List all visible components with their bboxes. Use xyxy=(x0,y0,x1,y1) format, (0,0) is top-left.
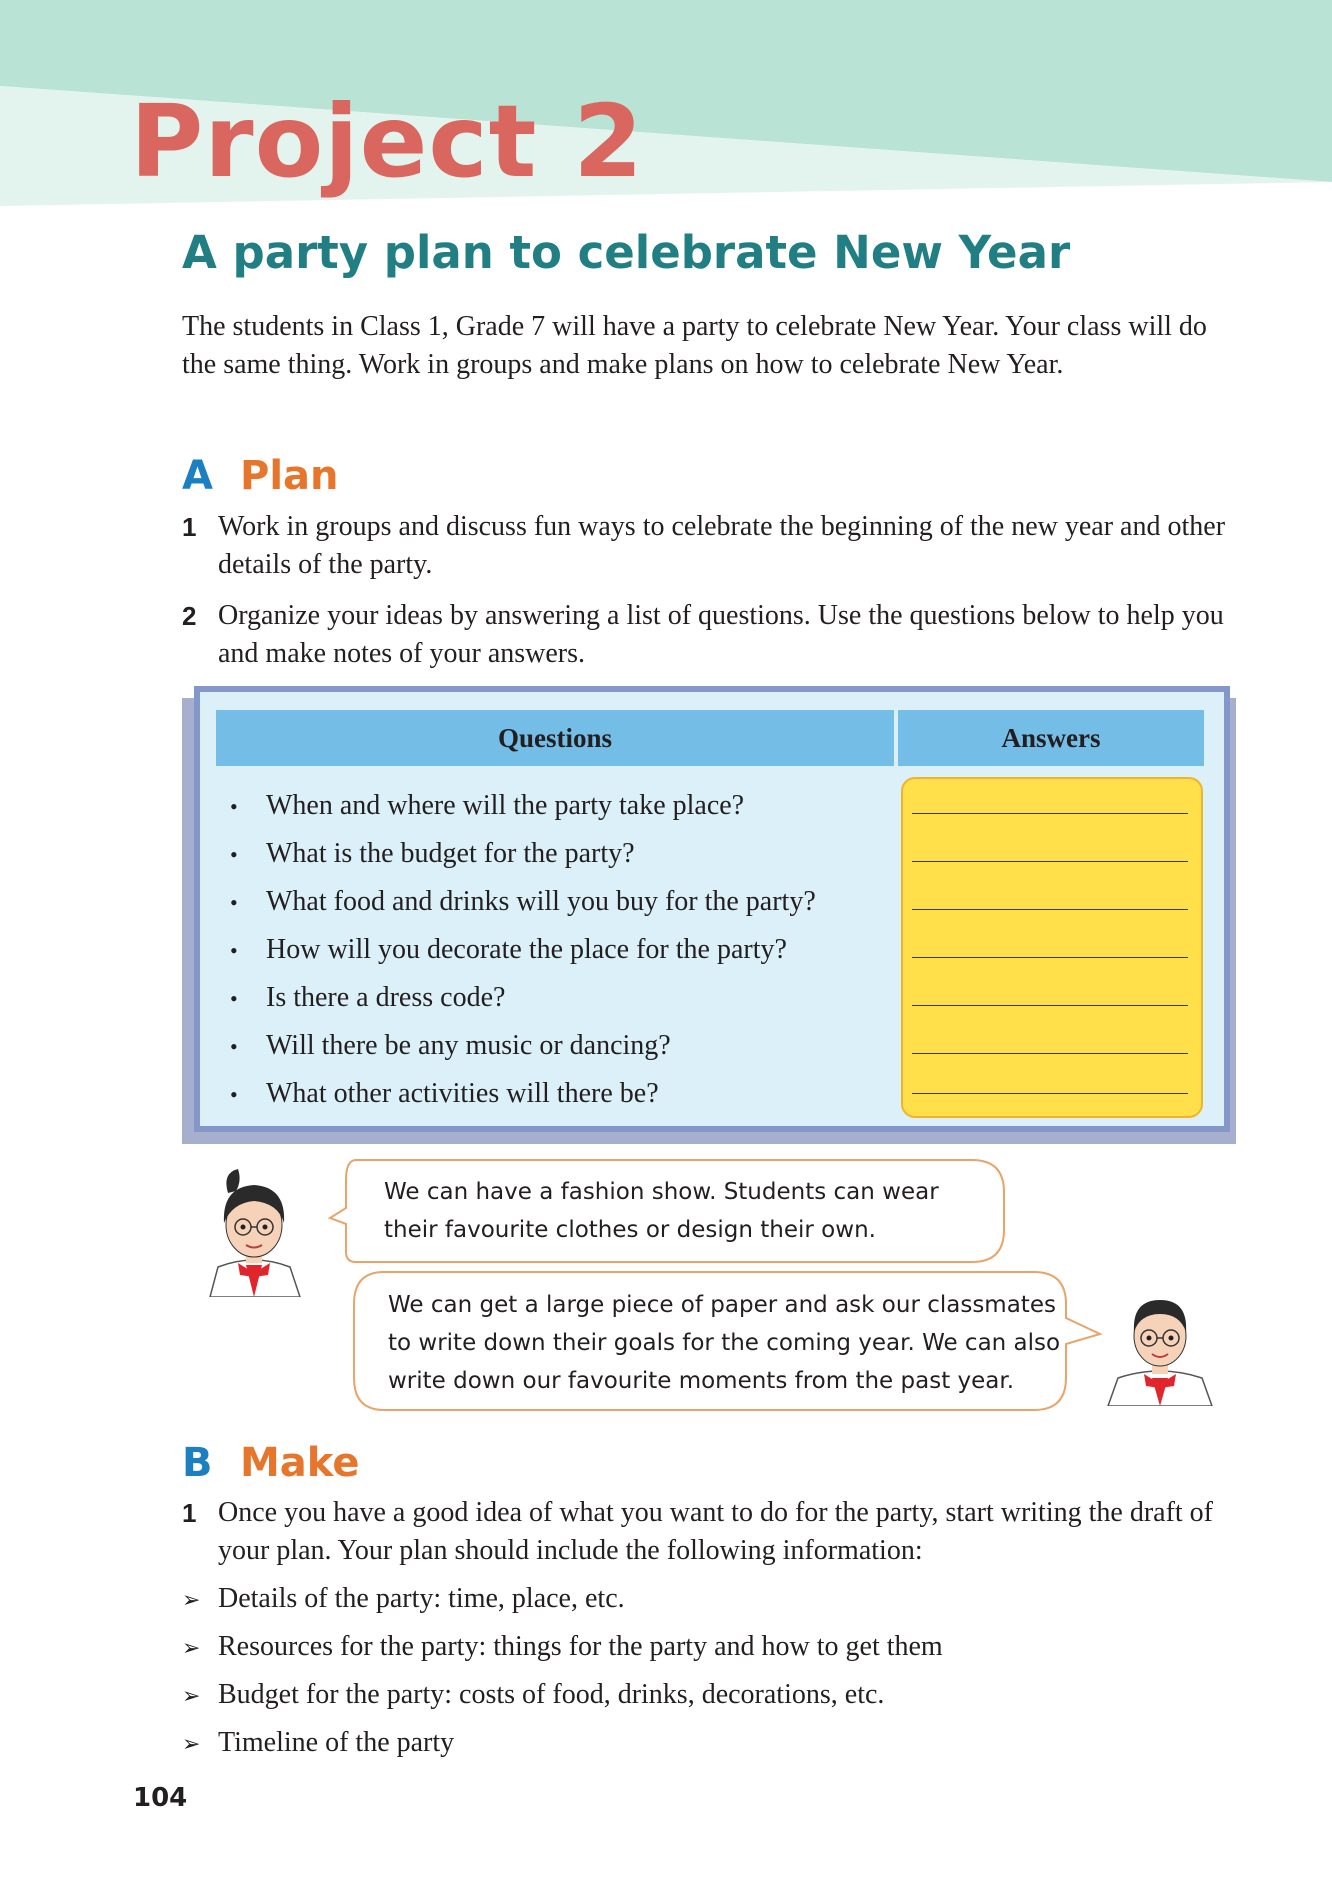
question-text: Will there be any music or dancing? xyxy=(266,1030,671,1061)
step-number: 1 xyxy=(182,1498,197,1528)
list-item: • Is there a dress code? xyxy=(230,982,506,1013)
list-item: • Will there be any music or dancing? xyxy=(230,1030,671,1061)
step-number: 2 xyxy=(182,601,197,631)
question-text: How will you decorate the place for the party? xyxy=(266,934,787,965)
section-a-letter: A xyxy=(182,453,213,499)
answer-line[interactable] xyxy=(912,1005,1188,1006)
list-item: • What food and drinks will you buy for the party? xyxy=(230,886,816,917)
section-a-title: Plan xyxy=(240,453,339,499)
arrow-bullet-icon: ➢ xyxy=(182,1636,201,1661)
step-number: 1 xyxy=(182,512,197,542)
step-text: Organize your ideas by answering a list of questions. Use the questions below to help you and make notes of your answers. xyxy=(218,600,1224,669)
list-item: ➢ Resources for the party: things for the party and how to get them xyxy=(182,1628,943,1668)
list-item: • When and where will the party take place? xyxy=(230,790,745,821)
step-text: Once you have a good idea of what you want to do for the party, start writing the draft of your plan. Your plan should include the following information: xyxy=(218,1497,1213,1566)
project-title: Project 2 xyxy=(130,83,644,200)
questions-list xyxy=(230,782,816,1118)
list-item: ➢ Timeline of the party xyxy=(182,1724,454,1764)
page-subtitle: A party plan to celebrate New Year xyxy=(182,226,1071,279)
answers-panel xyxy=(901,777,1203,1118)
question-text: What other activities will there be? xyxy=(266,1078,659,1109)
questions-column-header: Questions xyxy=(216,710,894,766)
list-item: • How will you decorate the place for the party? xyxy=(230,934,787,965)
plan-step-1 xyxy=(182,508,1242,584)
answer-line[interactable] xyxy=(912,1053,1188,1054)
make-step-1 xyxy=(182,1494,1242,1570)
step-text: Work in groups and discuss fun ways to celebrate the beginning of the new year and other details of the party. xyxy=(218,511,1226,580)
list-item: ➢ Details of the party: time, place, etc. xyxy=(182,1580,625,1620)
arrow-bullet-icon: ➢ xyxy=(182,1684,201,1709)
plan-step-2 xyxy=(182,597,1242,673)
boy-student-illustration xyxy=(1100,1286,1220,1406)
question-text: What food and drinks will you buy for the party? xyxy=(266,886,816,917)
answer-line[interactable] xyxy=(912,1093,1188,1094)
answer-line[interactable] xyxy=(912,813,1188,814)
answer-line[interactable] xyxy=(912,861,1188,862)
answers-column-header: Answers xyxy=(898,710,1204,766)
girl-speech-text: We can have a fashion show. Students can wear their favourite clothes or design their own. xyxy=(384,1179,939,1243)
girl-student-illustration xyxy=(198,1165,310,1297)
question-text: Is there a dress code? xyxy=(266,982,506,1013)
answer-line[interactable] xyxy=(912,957,1188,958)
question-text: What is the budget for the party? xyxy=(266,838,635,869)
page-number: 104 xyxy=(133,1783,188,1813)
question-text: When and where will the party take place? xyxy=(266,790,745,821)
section-b-title: Make xyxy=(240,1440,360,1486)
list-item: • What other activities will there be? xyxy=(230,1078,659,1109)
section-b-heading xyxy=(182,1440,360,1486)
list-item: ➢ Budget for the party: costs of food, drinks, decorations, etc. xyxy=(182,1676,884,1716)
arrow-bullet-icon: ➢ xyxy=(182,1588,201,1613)
answer-line[interactable] xyxy=(912,909,1188,910)
list-item: • What is the budget for the party? xyxy=(230,838,635,869)
arrow-bullet-icon: ➢ xyxy=(182,1732,201,1757)
section-b-letter: B xyxy=(182,1440,213,1486)
section-a-heading xyxy=(182,453,339,499)
boy-speech-text: We can get a large piece of paper and ask our classmates to write down their goals for the coming year. We can also write down our favourite moments from the past year. xyxy=(388,1292,1061,1394)
intro-paragraph: The students in Class 1, Grade 7 will have a party to celebrate New Year. Your class will do the same thing. Work in groups and make plans on how to celebrate New Year. xyxy=(182,311,1207,380)
